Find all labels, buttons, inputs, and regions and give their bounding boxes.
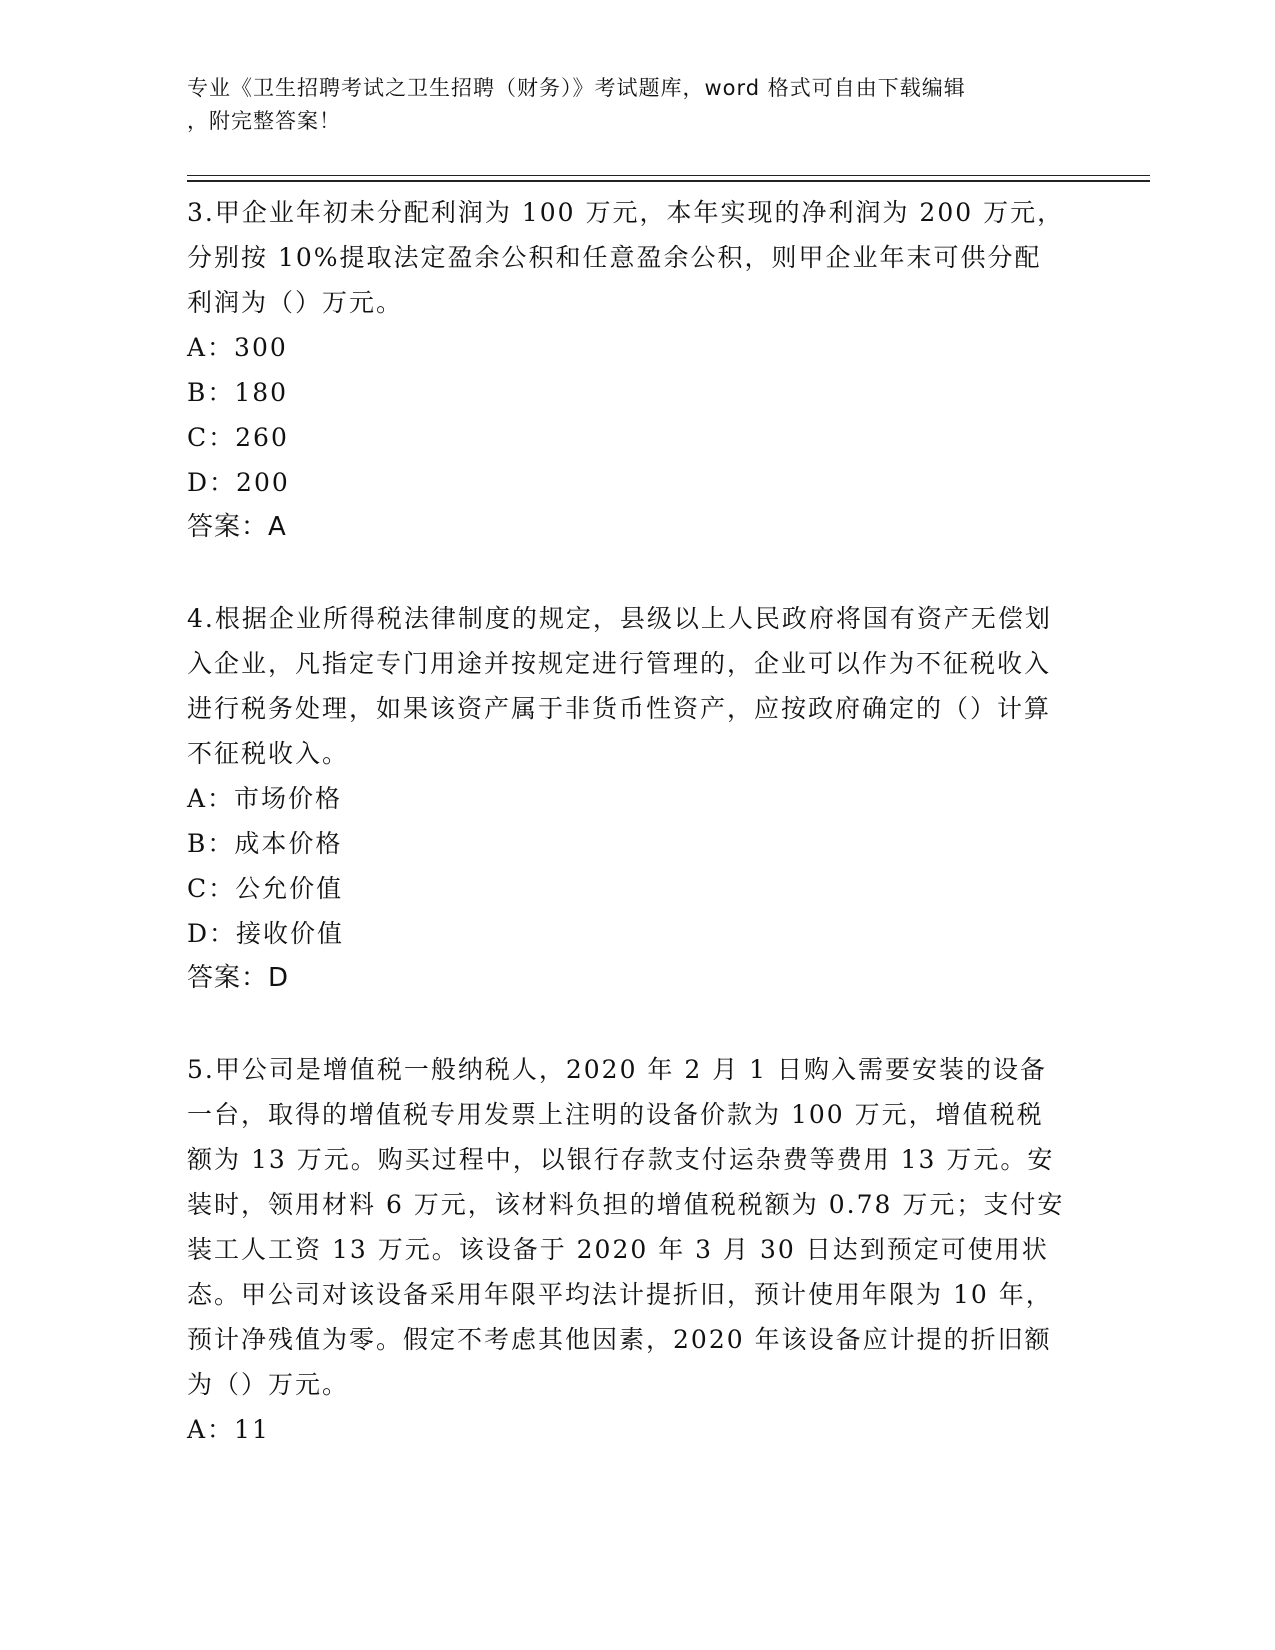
answer-line: 答案：A [187, 512, 287, 542]
option-c: C：公允价值 [187, 874, 344, 903]
option-a: A：市场价格 [187, 784, 343, 813]
header-divider-thick [187, 180, 1150, 182]
option-a: A：300 [187, 333, 288, 362]
document-header [187, 72, 1067, 138]
answer-line: 答案：D [187, 963, 290, 993]
question-4 [187, 596, 1087, 1001]
option-b: B：成本价格 [187, 829, 343, 858]
option-c: C：260 [187, 423, 289, 452]
question-text: 3.甲企业年初未分配利润为 100 万元，本年实现的净利润为 200 万元，分别按 10%提取法定盈余公积和任意盈余公积，则甲企业年末可供分配利润为（）万元。 [187, 198, 1065, 317]
option-a: A：11 [187, 1415, 270, 1444]
option-d: D：200 [187, 468, 290, 497]
header-line-1: 专业《卫生招聘考试之卫生招聘（财务）》考试题库，word 格式可自由下载编辑 [187, 76, 966, 100]
question-text: 5.甲公司是增值税一般纳税人，2020 年 2 月 1 日购入需要安装的设备一台，取得的增值税专用发票上注明的设备价款为 100 万元，增值税税额为 13 万元。购买过程中，以银行存款支付运杂费等费用 13 万元。安装时，领用材料 6 万元，该材料负担的增值税税额为 0.78 万元；支付安装工人工资 13 万元。该设备于 2020 年 3 月 30 日达到预定可使用状态。甲公司对该设备采用年限平均法计提折旧，预计使用年限为 10 年，预计净残值为零。假定不考虑其他因素，2020 年该设备应计提的折旧额为（）万元。 [187, 1055, 1065, 1399]
option-b: B：180 [187, 378, 289, 407]
option-d: D：接收价值 [187, 919, 345, 948]
header-line-2: ，附完整答案！ [187, 109, 341, 133]
header-divider-thin [187, 175, 1150, 176]
question-text: 4.根据企业所得税法律制度的规定，县级以上人民政府将国有资产无偿划入企业，凡指定专门用途并按规定进行管理的，企业可以作为不征税收入进行税务处理，如果该资产属于非货币性资产，应按政府确定的（）计算不征税收入。 [187, 604, 1052, 768]
question-list [187, 190, 1087, 1498]
question-3 [187, 190, 1087, 550]
question-5 [187, 1047, 1087, 1452]
